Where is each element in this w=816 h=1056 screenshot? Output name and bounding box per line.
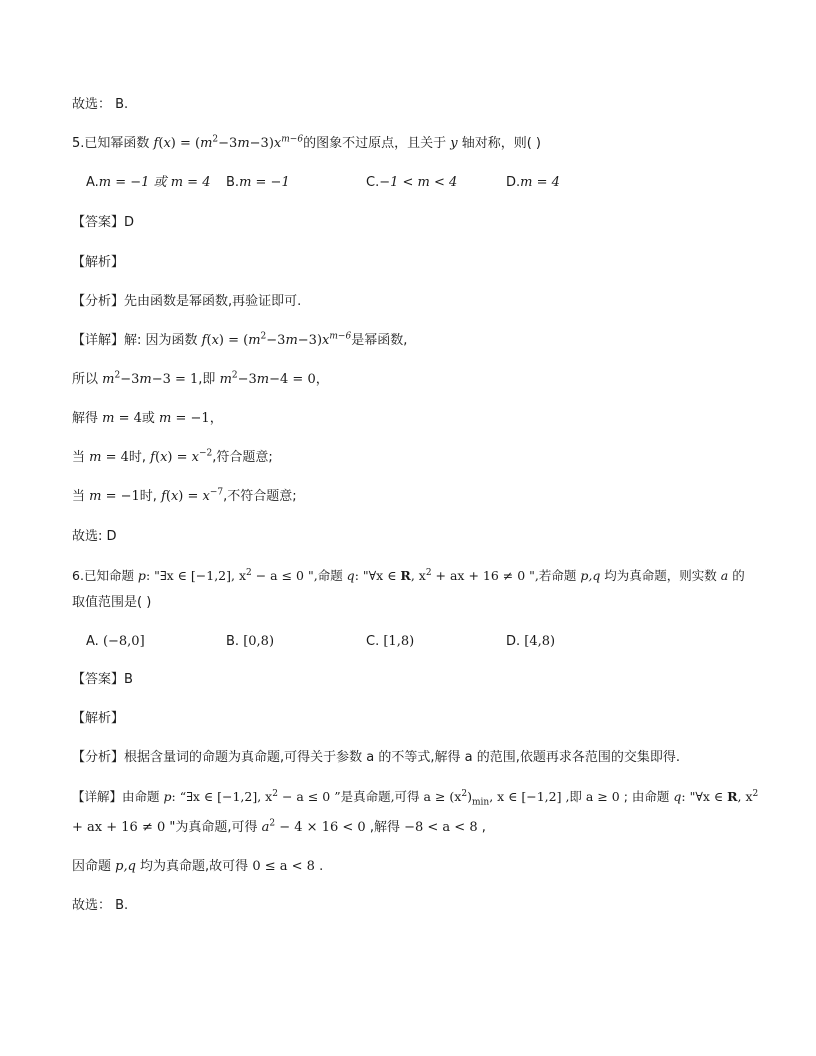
variable-y: y xyxy=(450,136,458,151)
q4-choose-line xyxy=(72,95,128,115)
q6-stem-line2: 取值范围是( ) xyxy=(72,595,152,610)
q5-stem: 5.已知幂函数 $f(x) = (m^2-3m-3)x^{m-6}$的图象不过原点，且关于 y 轴对称，则( ) xyxy=(72,134,541,151)
q5-fenxi: 【分析】先由函数是幂函数,再验证即可. xyxy=(72,294,302,309)
option-d: D. [4,8) xyxy=(506,634,556,649)
q6-jiexi: 【解析】 xyxy=(72,711,125,726)
option-c: C.−1 < m < 4 xyxy=(366,175,458,190)
q6-detail-3: 因命题 p,q 均为真命题,故可得 0 ≤ a < 8 . xyxy=(72,859,324,874)
option-c: C. [1,8) xyxy=(366,634,415,649)
q5-detail-3: 解得 m = 4或 m = −1， xyxy=(72,411,223,426)
option-a: A.m = −1 或 m = 4 xyxy=(86,175,211,190)
q5-detail-1: 【详解】解: 因为函数 $f(x) = (m^2-3m-3)x^{m-6}$是幂函数, xyxy=(72,331,408,348)
q6-stem: 6.已知命题 p: "∃x ∈ [−1,2], $x^2 - a \le 0$ ",命题 q: "∀x ∈ R, $x^2$ + ax + 16 ≠ 0 ",若命题 p,q 均为真命题，则实数 a 的 xyxy=(72,567,745,583)
option-b: B.m = −1 xyxy=(226,175,290,190)
question-number: 5. xyxy=(72,136,85,151)
q6-detail-2: + ax + 16 ≠ 0 "为真命题,可得 $a^2 - 4 \times 16 < 0$ ,解得 −8 < a < 8 , xyxy=(72,818,486,835)
q5-choose: 故选: D xyxy=(72,529,117,544)
q5-detail-4: 当 m = 4时, $f(x) = x^{-2}$,符合题意; xyxy=(72,448,273,465)
q6-choose: 故选： B. xyxy=(72,898,129,913)
q6-detail-1: 【详解】由命题 p: “∃x ∈ [−1,2], $x^2 - a \le 0$ ”是真命题,可得 $a \ge (x^2)_{min}$, x ∈ [−1,2] ,即 a ≥ 0 ; 由命题 q: "∀x ∈ R, $x^2$ xyxy=(72,788,759,808)
answer-text: 故选： B. xyxy=(72,97,129,112)
q6-answer: 【答案】B xyxy=(72,672,133,687)
q5-jiexi: 【解析】 xyxy=(72,255,125,270)
q5-answer: 【答案】D xyxy=(72,215,135,230)
option-a: A. (−8,0] xyxy=(86,634,145,649)
option-d: D.m = 4 xyxy=(506,175,560,190)
stem-text: 轴对称，则( ) xyxy=(457,136,541,151)
q5-detail-2: 所以 $m^2-3m-3 = 1$,即 $m^2-3m-4 = 0$， xyxy=(72,370,329,387)
stem-text: 的图象不过原点，且关于 xyxy=(303,136,451,151)
function-expression: f xyxy=(153,136,159,151)
q5-detail-5: 当 m = −1时, $f(x) = x^{-7}$,不符合题意; xyxy=(72,487,297,504)
q6-fenxi: 【分析】根据含量词的命题为真命题,可得关于参数 a 的不等式,解得 a 的范围,依题再求各范围的交集即得. xyxy=(72,750,680,765)
stem-text: 已知幂函数 xyxy=(84,136,154,151)
option-b: B. [0,8) xyxy=(226,634,275,649)
